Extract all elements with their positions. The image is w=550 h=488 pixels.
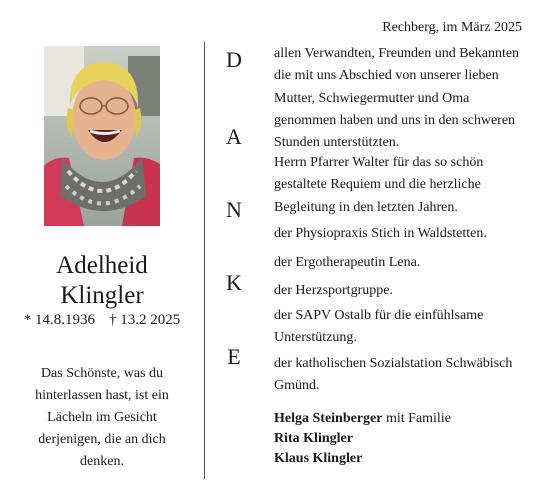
text-line: der SAPV Ostalb für die einfühlsame (274, 308, 484, 323)
danke-letter-n: N (226, 197, 242, 222)
death-date: † 13.2 2025 (109, 312, 181, 328)
quote-line: denken. (80, 454, 124, 469)
thanks-paragraph-4 (274, 252, 420, 274)
text-line: die mit uns Abschied von unserer lieben (274, 68, 499, 84)
signature-name: Klaus Klingler (274, 451, 363, 466)
text-line: Mutter, Schwiegermutter und Oma (274, 90, 470, 106)
thanks-paragraph-3 (274, 223, 487, 245)
thanks-paragraph-2 (274, 152, 483, 219)
deceased-last-name: Klingler (60, 282, 144, 309)
thanks-paragraph-7 (274, 353, 512, 398)
quote-line: Lächeln im Gesicht (47, 410, 157, 425)
text-line: der Physiopraxis Stich in Waldstetten. (274, 226, 487, 241)
text-line: der katholischen Sozialstation Schwäbisch (274, 356, 513, 371)
text-line: gestaltete Requiem und die herzliche (274, 177, 481, 193)
text-line: Gmünd. (274, 378, 320, 394)
thanks-paragraph-6 (274, 305, 483, 350)
text-line: allen Verwandten, Freunden und Bekannten (274, 46, 520, 61)
deceased-first-name: Adelheid (56, 252, 148, 279)
place-date: Rechberg, im März 2025 (382, 20, 522, 35)
text-line: der Herzsportgruppe. (274, 283, 393, 298)
text-line: der Ergotherapeutin Lena. (274, 255, 421, 270)
quote-line: Das Schönste, was du (40, 366, 164, 381)
text-line: Stunden unterstützten. (274, 135, 400, 151)
danke-letter-a: A (226, 124, 242, 149)
quote-line: hinterlassen hast, ist ein (35, 388, 169, 403)
divider (204, 42, 205, 479)
birth-date: * 14.8.1936 (23, 312, 95, 328)
danke-letter-k: K (226, 270, 242, 295)
thanks-paragraph-5 (274, 280, 393, 302)
quote-line: derjenigen, die an dich (38, 432, 166, 447)
signature-name: Rita Klingler (274, 431, 353, 446)
signature-name: Helga Steinberger (274, 411, 383, 426)
signature-block (274, 409, 451, 469)
text-line: Begleitung in den letzten Jahren. (274, 199, 458, 215)
portrait-photo (44, 46, 160, 226)
text-line: Unterstützung. (274, 330, 357, 346)
text-line: genommen haben und uns in den schweren (274, 112, 516, 128)
thanks-paragraph-1 (274, 43, 519, 154)
danke-letter-d: D (226, 47, 242, 72)
signature-line-3 (274, 449, 451, 469)
life-dates (0, 312, 204, 329)
danke-letter-e: E (227, 344, 241, 369)
signature-line-2 (274, 429, 451, 449)
portrait-image (44, 46, 160, 226)
text-line: Herrn Pfarrer Walter für das so schön (274, 155, 484, 170)
signature-suffix: mit Familie (382, 411, 451, 426)
memorial-quote (12, 363, 192, 473)
signature-line-1 (274, 409, 451, 429)
